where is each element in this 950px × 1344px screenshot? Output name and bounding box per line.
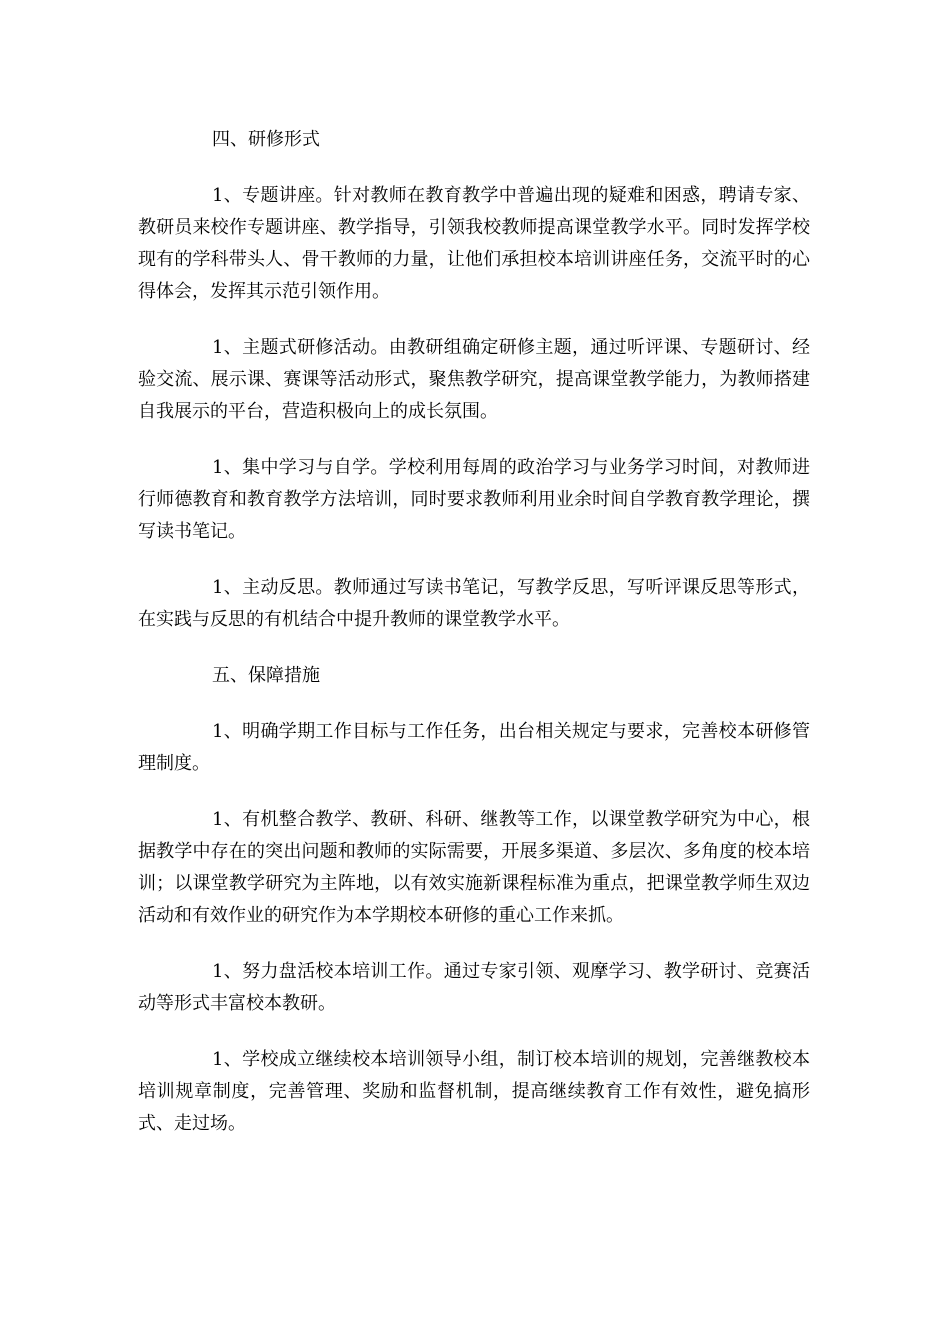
document-page: [138, 124, 810, 1164]
paragraph: 1、集中学习与自学。学校利用每周的政治学习与业务学习时间，对教师进行师德教育和教育教学方法培训，同时要求教师利用业余时间自学教育教学理论，撰写读书笔记。: [138, 457, 810, 542]
paragraph: 1、学校成立继续校本培训领导小组，制订校本培训的规划，完善继教校本培训规章制度，完善管理、奖励和监督机制，提高继续教育工作有效性，避免搞形式、走过场。: [138, 1049, 810, 1134]
paragraph: 1、努力盘活校本培训工作。通过专家引领、观摩学习、教学研讨、竞赛活动等形式丰富校本教研。: [138, 961, 810, 1014]
paragraph: 1、有机整合教学、教研、科研、继教等工作，以课堂教学研究为中心，根据教学中存在的突出问题和教师的实际需要，开展多渠道、多层次、多角度的校本培训；以课堂教学研究为主阵地，以有效实施新课程标准为重点，把课堂教学师生双边活动和有效作业的研究作为本学期校本研修的重心工作来抓。: [138, 809, 810, 926]
section-heading: 四、研修形式: [212, 129, 320, 150]
paragraph: 1、主题式研修活动。由教研组确定研修主题，通过听评课、专题研讨、经验交流、展示课、赛课等活动形式，聚焦教学研究，提高课堂教学能力，为教师搭建自我展示的平台，营造积极向上的成长氛围。: [138, 337, 810, 422]
paragraph: 1、主动反思。教师通过写读书笔记，写教学反思，写听评课反思等形式，在实践与反思的有机结合中提升教师的课堂教学水平。: [138, 577, 810, 630]
paragraph: 1、明确学期工作目标与工作任务，出台相关规定与要求，完善校本研修管理制度。: [138, 721, 810, 774]
paragraph: 1、专题讲座。针对教师在教育教学中普遍出现的疑难和困惑，聘请专家、教研员来校作专题讲座、教学指导，引领我校教师提高课堂教学水平。同时发挥学校现有的学科带头人、骨干教师的力量，让他们承担校本培训讲座任务，交流平时的心得体会，发挥其示范引领作用。: [138, 185, 810, 302]
section-heading: 五、保障措施: [212, 665, 320, 686]
